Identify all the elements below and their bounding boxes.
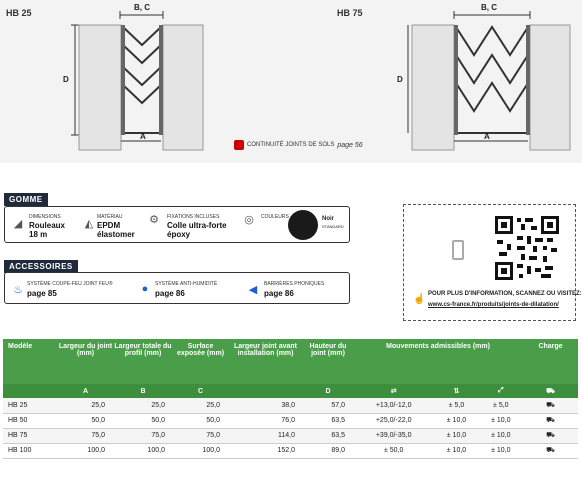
- load-icon: ⛟: [523, 384, 578, 398]
- accessory-label-1: SYSTÈME COUPE-FEU JOINT FEU®: [27, 281, 113, 287]
- col-largeur-joint: Largeur du joint (mm): [58, 339, 113, 384]
- cell: 114,0: [228, 428, 303, 443]
- material-icon: ◭: [84, 217, 94, 230]
- right-dim-bc: B, C: [481, 3, 497, 12]
- vertical-movement-icon: ⇅: [434, 384, 478, 398]
- load-icon: ⛟: [523, 428, 578, 443]
- pointer-icon: ☝: [413, 294, 426, 305]
- drop-icon: ●: [141, 283, 149, 295]
- col-hauteur: Hauteur du joint (mm): [303, 339, 353, 384]
- col-charge: Charge: [523, 339, 578, 384]
- left-drawing-label: HB 25: [6, 8, 32, 18]
- accessory-page-1[interactable]: page 85: [27, 289, 57, 298]
- dimensions-value-2: 18 m: [29, 230, 48, 239]
- sub-c: C: [173, 384, 228, 398]
- drawing-area: [0, 0, 582, 163]
- accessory-page-2[interactable]: page 86: [155, 289, 185, 298]
- qr-link[interactable]: www.cs-france.fr/produits/joints-de-dilatation/: [428, 302, 559, 308]
- dimensions-label: DIMENSIONS: [29, 214, 61, 220]
- right-dim-d: D: [397, 75, 403, 84]
- materiau-value-2: élastomer: [97, 230, 135, 239]
- cell: 100,0: [58, 443, 113, 458]
- cell: 100,0: [113, 443, 173, 458]
- puzzle-icon: [234, 140, 244, 150]
- cell: 89,0: [303, 443, 353, 458]
- cell: ± 10,0: [479, 413, 523, 428]
- sub-0: [3, 384, 58, 398]
- cell: HB 50: [3, 413, 58, 428]
- col-mouvements: Mouvements admissibles (mm): [353, 339, 523, 384]
- continuity-note[interactable]: [234, 140, 363, 150]
- cell: HB 100: [3, 443, 58, 458]
- accessory-page-3[interactable]: page 86: [264, 289, 294, 298]
- specs-table: [3, 339, 578, 459]
- cell: ± 10,0: [479, 443, 523, 458]
- color-swatch-black: [288, 210, 318, 240]
- cell: 100,0: [173, 443, 228, 458]
- continuity-note-text: CONTINUITÉ JOINTS DE SOLS: [247, 142, 335, 148]
- cell: +13,0/-12,0: [353, 398, 434, 413]
- table-row: [3, 428, 578, 443]
- cell: ± 10,0: [434, 428, 478, 443]
- table-row: [3, 398, 578, 413]
- materiau-label: MATÉRIAU: [97, 214, 123, 220]
- cell: 50,0: [113, 413, 173, 428]
- cell: HB 25: [3, 398, 58, 413]
- cell: 63,5: [303, 428, 353, 443]
- cell: 63,5: [303, 413, 353, 428]
- cell: +39,0/-35,0: [353, 428, 434, 443]
- flame-icon: ♨: [13, 283, 23, 296]
- col-largeur-totale: Largeur totale du profil (mm): [113, 339, 173, 384]
- cell: 75,0: [58, 428, 113, 443]
- sub-4: [228, 384, 303, 398]
- cell: 50,0: [173, 413, 228, 428]
- palette-icon: ◎: [244, 213, 254, 226]
- speaker-icon: ◀: [248, 283, 258, 296]
- dimensions-value-1: Rouleaux: [29, 221, 66, 230]
- couleur-value: Noir: [322, 216, 334, 222]
- materiau-value-1: EPDM: [97, 221, 121, 230]
- horizontal-movement-icon: ⇄: [353, 384, 434, 398]
- cell: ± 5,0: [434, 398, 478, 413]
- sub-a: A: [58, 384, 113, 398]
- cell: 75,0: [173, 428, 228, 443]
- screw-icon: ⚙: [149, 213, 159, 226]
- sub-b: B: [113, 384, 173, 398]
- load-icon: ⛟: [523, 413, 578, 428]
- cell: +25,0/-22,0: [353, 413, 434, 428]
- fixations-value-2: époxy: [167, 230, 191, 239]
- couleur-sub: STANDARD: [322, 224, 344, 229]
- cell: ± 10,0: [434, 443, 478, 458]
- cell: 76,0: [228, 413, 303, 428]
- accessoires-tag: ACCESSOIRES: [4, 260, 78, 273]
- cell: 25,0: [113, 398, 173, 413]
- accessory-label-2: SYSTÈME ANTI-HUMIDITÉ: [155, 281, 218, 287]
- left-dim-a: A: [140, 132, 146, 141]
- left-dim-d: D: [63, 75, 69, 84]
- cell: 50,0: [58, 413, 113, 428]
- col-largeur-avant: Largeur joint avant installation (mm): [228, 339, 303, 384]
- accessoires-box: [4, 272, 350, 304]
- table-row: [3, 413, 578, 428]
- ruler-icon: ◢: [13, 217, 23, 230]
- load-icon: ⛟: [523, 398, 578, 413]
- cell: ± 5,0: [479, 398, 523, 413]
- table-row: [3, 443, 578, 458]
- cell: 25,0: [173, 398, 228, 413]
- qr-code[interactable]: [495, 216, 559, 280]
- load-icon: ⛟: [523, 443, 578, 458]
- left-dim-bc: B, C: [134, 3, 150, 12]
- gomme-box: [4, 206, 350, 243]
- cell: ± 10,0: [434, 413, 478, 428]
- qr-info-text: POUR PLUS D'INFORMATION, SCANNEZ OU VISITEZ:: [428, 291, 582, 297]
- phone-icon: [452, 240, 464, 260]
- accessory-label-3: BARRIÈRES PHONIQUES: [264, 281, 325, 287]
- cell: ± 10,0: [479, 428, 523, 443]
- cell: 57,0: [303, 398, 353, 413]
- cell: 152,0: [228, 443, 303, 458]
- cell: HB 75: [3, 428, 58, 443]
- cell: 25,0: [58, 398, 113, 413]
- right-drawing-label: HB 75: [337, 8, 363, 18]
- continuity-note-page: page 56: [337, 141, 363, 149]
- cell: 75,0: [113, 428, 173, 443]
- couleurs-label: COULEURS: [261, 214, 289, 220]
- sub-d: D: [303, 384, 353, 398]
- col-modele: Modèle: [3, 339, 58, 384]
- cell: 38,0: [228, 398, 303, 413]
- col-surface: Surface exposée (mm): [173, 339, 228, 384]
- fixations-value-1: Colle ultra-forte: [167, 221, 227, 230]
- right-dim-a: A: [484, 132, 490, 141]
- gomme-tag: GOMME: [4, 193, 48, 206]
- shear-movement-icon: ⤢: [479, 384, 523, 398]
- cell: ± 50,0: [353, 443, 434, 458]
- fixations-label: FIXATIONS INCLUSES: [167, 214, 220, 220]
